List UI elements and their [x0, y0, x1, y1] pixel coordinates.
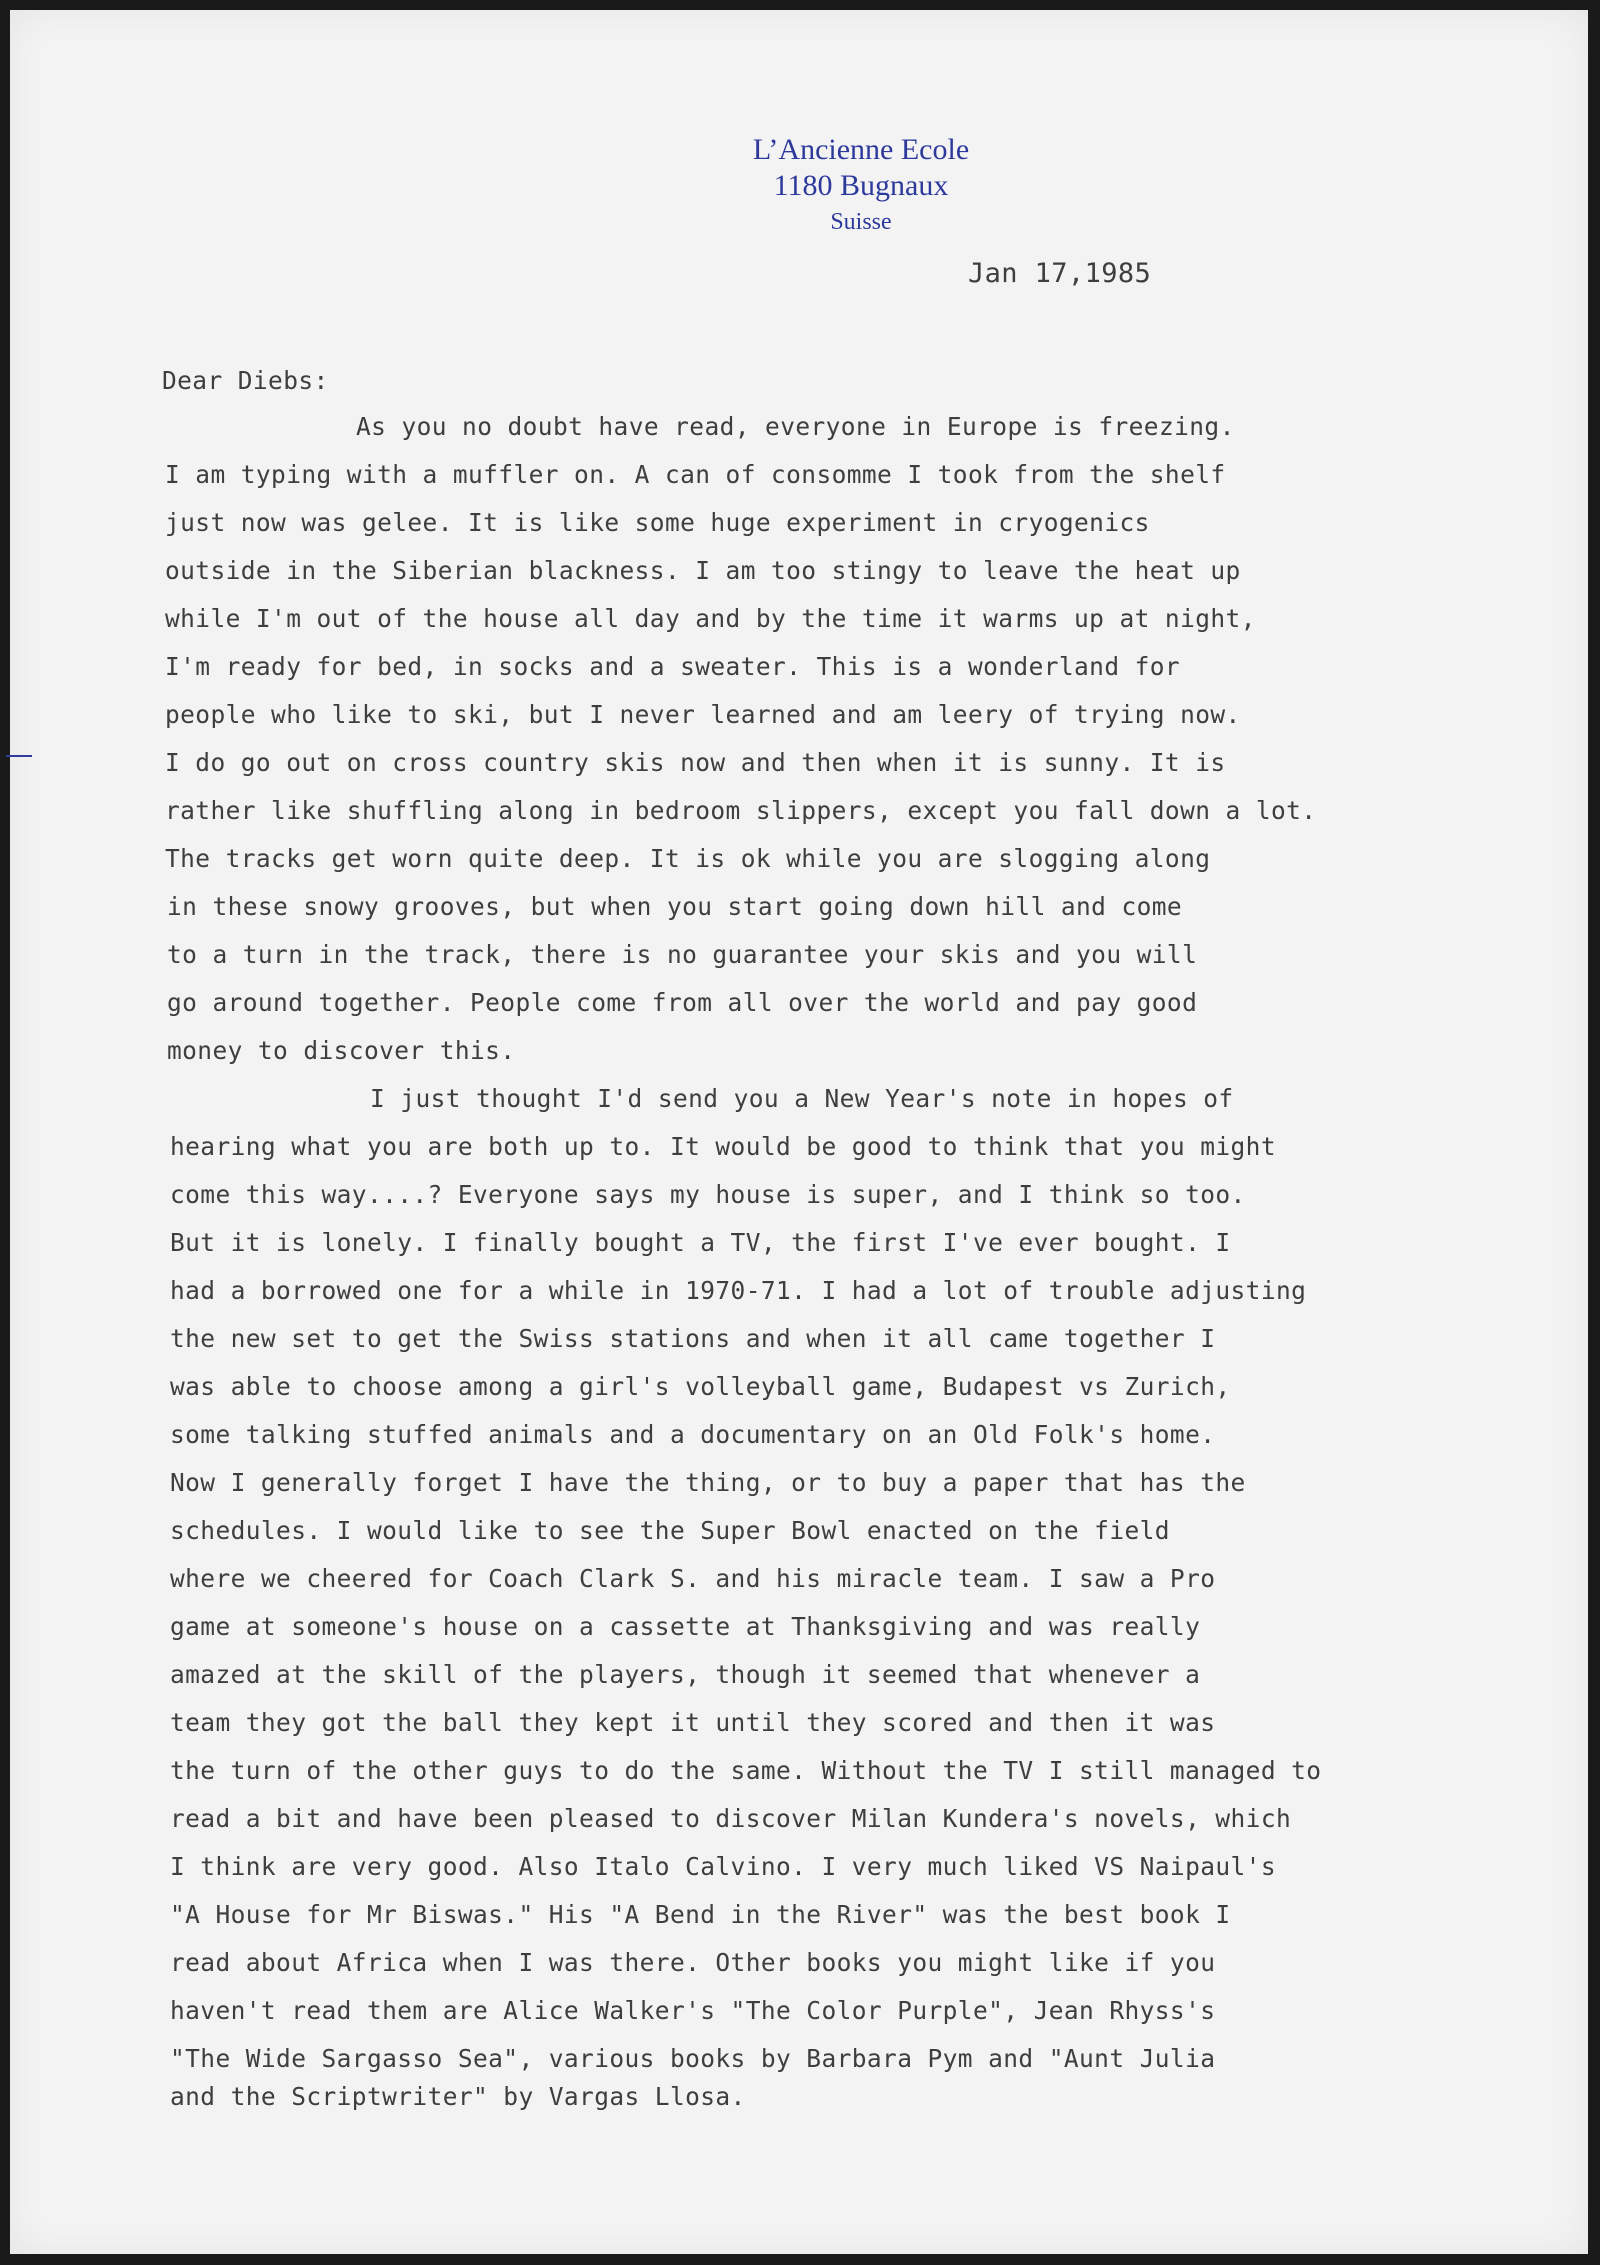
body-line: haven't read them are Alice Walker's "The Color Purple", Jean Rhyss's [170, 1996, 1216, 2025]
body-line: had a borrowed one for a while in 1970-71. I had a lot of trouble adjusting [170, 1276, 1307, 1305]
body-line: But it is lonely. I finally bought a TV, the first I've ever bought. I [170, 1228, 1231, 1257]
letter-page [10, 10, 1588, 2254]
body-line: the new set to get the Swiss stations and when it all came together I [170, 1324, 1216, 1353]
body-line: game at someone's house on a cassette at Thanksgiving and was really [170, 1612, 1201, 1641]
body-line: just now was gelee. It is like some huge experiment in cryogenics [165, 508, 1150, 537]
body-line: Now I generally forget I have the thing, or to buy a paper that has the [170, 1468, 1246, 1497]
body-line: "A House for Mr Biswas." His "A Bend in the River" was the best book I [170, 1900, 1231, 1929]
body-line: I just thought I'd send you a New Year's note in hopes of [370, 1084, 1234, 1113]
letter-date: Jan 17,1985 [968, 258, 1152, 289]
body-line: some talking stuffed animals and a documentary on an Old Folk's home. [170, 1420, 1216, 1449]
body-line: outside in the Siberian blackness. I am too stingy to leave the heat up [165, 556, 1241, 585]
letterhead-country: Suisse [830, 209, 892, 235]
body-line: As you no doubt have read, everyone in Europe is freezing. [356, 412, 1235, 441]
body-line: schedules. I would like to see the Super Bowl enacted on the field [170, 1516, 1170, 1545]
body-line: The tracks get worn quite deep. It is ok while you are slogging along [165, 844, 1211, 873]
letterhead-address: 1180 Bugnaux [773, 169, 949, 202]
body-line: rather like shuffling along in bedroom slippers, except you fall down a lot. [165, 796, 1317, 825]
body-line: people who like to ski, but I never learned and am leery of trying now. [165, 700, 1241, 729]
body-line: hearing what you are both up to. It would be good to think that you might [170, 1132, 1276, 1161]
body-line: the turn of the other guys to do the same. Without the TV I still managed to [170, 1756, 1322, 1785]
body-line: was able to choose among a girl's volleyball game, Budapest vs Zurich, [170, 1372, 1231, 1401]
body-line: come this way....? Everyone says my house is super, and I think so too. [170, 1180, 1246, 1209]
salutation: Dear Diebs: [162, 366, 329, 395]
body-line: I'm ready for bed, in socks and a sweater. This is a wonderland for [165, 652, 1181, 681]
body-line: in these snowy grooves, but when you start going down hill and come [167, 892, 1183, 921]
body-line: to a turn in the track, there is no guarantee your skis and you will [167, 940, 1198, 969]
body-line: go around together. People come from all over the world and pay good [167, 988, 1198, 1017]
body-line: I am typing with a muffler on. A can of consomme I took from the shelf [165, 460, 1226, 489]
body-line: I think are very good. Also Italo Calvino. I very much liked VS Naipaul's [170, 1852, 1276, 1881]
body-line: team they got the ball they kept it until they scored and then it was [170, 1708, 1216, 1737]
body-line: while I'm out of the house all day and by the time it warms up at night, [165, 604, 1256, 633]
body-line: read a bit and have been pleased to discover Milan Kundera's novels, which [170, 1804, 1292, 1833]
letter-body [10, 10, 1588, 2254]
body-line: I do go out on cross country skis now and then when it is sunny. It is [165, 748, 1226, 777]
body-line: where we cheered for Coach Clark S. and his miracle team. I saw a Pro [170, 1564, 1216, 1593]
body-line: money to discover this. [167, 1036, 516, 1065]
body-line: and the Scriptwriter" by Vargas Llosa. [170, 2082, 746, 2111]
body-line: "The Wide Sargasso Sea", various books by Barbara Pym and "Aunt Julia [170, 2044, 1216, 2073]
body-line: amazed at the skill of the players, though it seemed that whenever a [170, 1660, 1201, 1689]
letterhead-name: L’Ancienne Ecole [752, 133, 970, 166]
body-line: read about Africa when I was there. Other books you might like if you [170, 1948, 1216, 1977]
